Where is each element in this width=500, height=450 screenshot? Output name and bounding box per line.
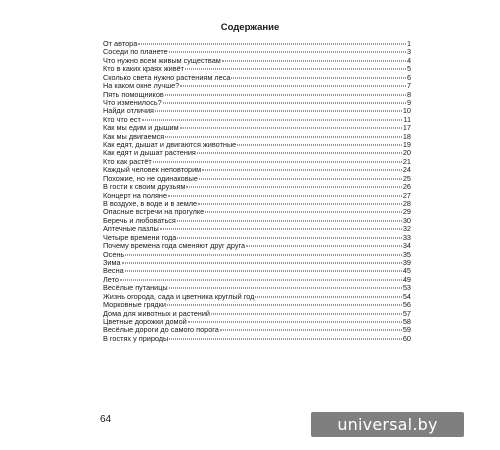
watermark-logo: universal.by: [311, 412, 464, 437]
toc-entry-title: Найди отличия: [103, 106, 155, 116]
dot-leader: [169, 288, 402, 289]
toc-entry-page: 28: [402, 199, 411, 209]
toc-entry-page: 39: [402, 257, 411, 267]
toc-entry-page: 49: [402, 274, 411, 284]
toc-entry-page: 19: [402, 140, 411, 150]
toc-entry-title: Сколько света нужно растениям леса: [103, 72, 231, 82]
toc-entry-page: 8: [406, 89, 411, 99]
toc-entry-title: Морковные грядки: [103, 300, 166, 310]
toc-entry-page: 56: [402, 300, 411, 310]
toc-entry: [103, 335, 411, 343]
toc-entry-title: Похожие, но не одинаковые: [103, 173, 198, 183]
dot-leader: [163, 102, 406, 103]
dot-leader: [169, 338, 402, 339]
toc-entry-title: Что изменилось?: [103, 97, 162, 107]
toc-entry-title: Как мы двигаемся: [103, 131, 165, 141]
toc-entry-title: Цветные дорожки домой: [103, 316, 187, 326]
toc-entry: [103, 107, 411, 115]
toc-entry-title: Аптечные пазлы: [103, 224, 159, 234]
dot-leader: [165, 136, 402, 137]
toc-entry-page: 9: [406, 97, 411, 107]
dot-leader: [138, 44, 406, 45]
table-of-contents: [103, 40, 411, 343]
toc-entry-page: 26: [402, 182, 411, 192]
toc-entry-page: 6: [406, 72, 411, 82]
toc-entry-page: 29: [402, 207, 411, 217]
toc-entry-title: Четыре времени года: [103, 232, 177, 242]
toc-entry: [103, 251, 411, 259]
toc-entry-title: Лето: [103, 274, 119, 284]
dot-leader: [198, 204, 402, 205]
dot-leader: [177, 237, 402, 238]
dot-leader: [246, 246, 402, 247]
toc-entry-title: Каждый человек неповторим: [103, 165, 202, 175]
toc-entry-title: Концерт на поляне: [103, 190, 168, 200]
toc-entry: [103, 259, 411, 267]
toc-entry-title: На каком окне лучше?: [103, 81, 180, 91]
toc-entry-page: 34: [402, 241, 411, 251]
toc-entry-page: 4: [406, 55, 411, 65]
dot-leader: [125, 271, 402, 272]
toc-entry-page: 21: [402, 156, 411, 166]
toc-entry-title: Весна: [103, 266, 124, 276]
dot-leader: [205, 212, 402, 213]
dot-leader: [168, 195, 402, 196]
toc-entry-title: В гости к своим друзьям: [103, 182, 186, 192]
toc-entry-page: 59: [402, 325, 411, 335]
toc-entry-page: 18: [402, 131, 411, 141]
dot-leader: [199, 178, 402, 179]
toc-entry-page: 32: [402, 224, 411, 234]
dot-leader: [185, 69, 406, 70]
toc-entry-title: Зима: [103, 257, 121, 267]
toc-entry-page: 57: [402, 308, 411, 318]
dot-leader: [142, 119, 403, 120]
toc-entry-page: 20: [402, 148, 411, 158]
dot-leader: [180, 128, 402, 129]
toc-entry-title: Пять помощников: [103, 89, 164, 99]
dot-leader: [188, 321, 402, 322]
toc-entry-title: От автора: [103, 39, 138, 48]
dot-leader: [177, 220, 402, 221]
toc-entry-title: Кто что ест: [103, 114, 141, 124]
toc-entry-page: 58: [402, 316, 411, 326]
toc-entry-title: Дома для животных и растений: [103, 308, 210, 318]
dot-leader: [220, 330, 402, 331]
toc-entry-page: 54: [402, 291, 411, 301]
toc-entry-page: 24: [402, 165, 411, 175]
toc-entry-page: 1: [406, 39, 411, 48]
toc-entry-page: 35: [402, 249, 411, 259]
toc-entry-title: Как мы едим и дышим: [103, 123, 179, 133]
toc-entry-page: 60: [402, 333, 411, 343]
toc-entry-page: 11: [403, 114, 411, 124]
toc-entry-title: В гостях у природы: [103, 333, 169, 343]
toc-entry-title: Жизнь огорода, сада и цветника круглый год: [103, 291, 255, 301]
toc-entry-title: Беречь и любоваться: [103, 215, 176, 225]
dot-leader: [202, 170, 402, 171]
toc-entry-page: 45: [402, 266, 411, 276]
toc-entry-title: Весёлые путаницы: [103, 283, 168, 293]
toc-entry-page: 3: [406, 47, 411, 57]
dot-leader: [186, 187, 401, 188]
toc-entry-page: 10: [402, 106, 411, 116]
toc-entry-title: Почему времена года сменяют друг друга: [103, 241, 246, 251]
dot-leader: [197, 153, 402, 154]
toc-entry-title: Как едят, дышат и двигаются животные: [103, 140, 237, 150]
toc-entry-title: Кто как растёт: [103, 156, 152, 166]
dot-leader: [160, 229, 402, 230]
toc-entry-page: 17: [402, 123, 411, 133]
toc-entry-title: Как едят и дышат растения: [103, 148, 196, 158]
toc-entry-page: 25: [402, 173, 411, 183]
dot-leader: [165, 94, 406, 95]
toc-entry-page: 27: [402, 190, 411, 200]
toc-entry-title: Весёлые дороги до самого порога: [103, 325, 219, 335]
dot-leader: [222, 60, 406, 61]
toc-entry-title: Осень: [103, 249, 125, 259]
page-title: Содержание: [220, 22, 280, 33]
dot-leader: [153, 161, 402, 162]
toc-entry-title: В воздухе, в воде и в земле: [103, 199, 198, 209]
toc-entry-title: Опасные встречи на прогулке: [103, 207, 205, 217]
toc-entry-page: 7: [406, 81, 411, 91]
dot-leader: [122, 262, 402, 263]
toc-entry-title: Кто в каких краях живёт: [103, 64, 185, 74]
dot-leader: [211, 313, 402, 314]
toc-entry-page: 33: [402, 232, 411, 242]
dot-leader: [167, 305, 402, 306]
dot-leader: [169, 52, 406, 53]
dot-leader: [237, 145, 402, 146]
toc-entry: [103, 267, 411, 275]
dot-leader: [180, 86, 406, 87]
page-number: 64: [100, 414, 112, 425]
toc-entry-page: 5: [406, 64, 411, 74]
toc-entry-title: Что нужно всем живым существам: [103, 55, 221, 65]
toc-entry-title: Соседи по планете: [103, 47, 168, 57]
dot-leader: [125, 254, 402, 255]
toc-entry-page: 53: [402, 283, 411, 293]
toc-entry-page: 30: [402, 215, 411, 225]
dot-leader: [155, 111, 402, 112]
dot-leader: [120, 279, 402, 280]
dot-leader: [231, 77, 406, 78]
dot-leader: [255, 296, 402, 297]
toc-entry: [103, 242, 411, 250]
